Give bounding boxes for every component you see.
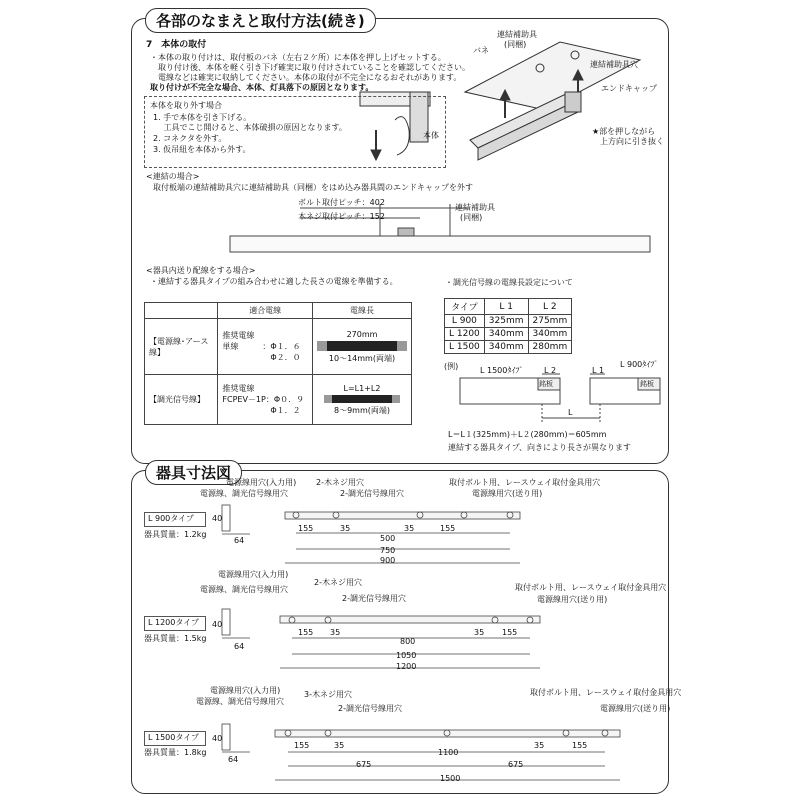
- install-line-2: 取り付け後、本体を軽く引き下げ確実に取り付けされていることを確認してください。: [150, 63, 470, 72]
- example-endcap-b: 銘板: [640, 380, 654, 388]
- l1200-h40: 40: [212, 620, 223, 629]
- l1500-mass: 器具質量：1.8kg: [144, 748, 207, 757]
- install-warning: 取り付けが不完全な場合、本体、灯具落下の原因となります。: [150, 83, 374, 92]
- signal-row3-type: L 1500: [445, 341, 485, 354]
- coupler-sub-label: (同梱): [504, 40, 527, 49]
- l1200-mass: 器具質量：1.5kg: [144, 634, 207, 643]
- signal-row1-type: L 900: [445, 315, 485, 328]
- endcap-label: エンドキャップ: [601, 84, 657, 93]
- remove-title: 本体を取り外す場合: [150, 101, 222, 110]
- remove-step-1-note: 工具でこじ開けると、本体破損の原因となります。: [153, 123, 347, 132]
- wiring-row1-len-bottom: 10～14mm(両端): [328, 353, 396, 363]
- l1200-d1200: 1200: [396, 662, 417, 671]
- l900-h40: 40: [212, 514, 223, 523]
- l1500-d35b: 35: [534, 741, 545, 750]
- install-heading: 7 本体の取付: [146, 40, 207, 50]
- l1500-signal-holes: 2-調光信号線用穴: [338, 704, 402, 713]
- l1500-d155b: 155: [572, 741, 588, 750]
- section2-title: 器具寸法図: [145, 460, 242, 485]
- wiring-desc: ・連結する器具タイプの組み合わせに適した長さの電線を準備する。: [150, 277, 398, 286]
- signal-row2-type: L 1200: [445, 328, 485, 341]
- wiring-row1-fit-3: Φ２．０: [222, 353, 301, 362]
- example-endcap-a: 銘板: [539, 380, 553, 388]
- example-type1500: L 1500ﾀｲﾌﾟ: [480, 366, 524, 375]
- l1200-signal-holes: 2-調光信号線用穴: [342, 594, 406, 603]
- wiring-row2-label: 【調光信号線】: [145, 375, 218, 425]
- connect-coupler-sub: (同梱): [460, 213, 483, 222]
- signal-title: ・調光信号線の電線長設定について: [445, 278, 573, 287]
- l1500-power-in: 電源線用穴(入力用): [210, 686, 281, 695]
- l1200-d35b: 35: [474, 628, 485, 637]
- signal-row2-l1: 340mm: [484, 328, 528, 341]
- l1500-power-out: 電源線用穴(送り用): [600, 704, 671, 713]
- coupler-label: 連結補助具: [497, 30, 537, 39]
- signal-row1-l2: 275mm: [528, 315, 572, 328]
- spring-label: バネ: [473, 46, 489, 55]
- wiring-row2-len-bottom: 8～9mm(両端): [333, 405, 390, 415]
- l1500-bolt-holes: 取付ボルト用、レースウェイ取付金具用穴: [530, 688, 682, 697]
- example-l2: L 2: [544, 366, 557, 375]
- l900-d750: 750: [380, 546, 396, 555]
- wiring-row1-len-top: 270mm: [346, 329, 378, 339]
- l1200-type: L 1200タイプ: [148, 618, 199, 627]
- l1500-d35a: 35: [334, 741, 345, 750]
- remove-step-2: 2. コネクタを外す。: [153, 134, 227, 143]
- wiring-row2-len-top: L=L1+L2: [343, 383, 381, 393]
- example-label: (例): [444, 362, 459, 371]
- example-formula: L＝L１(325mm)＋L２(280mm)＝605mm: [448, 430, 607, 439]
- l1200-d155b: 155: [502, 628, 518, 637]
- wiring-row1-label: 【電源線･アース線】: [145, 319, 218, 375]
- l900-d35a: 35: [340, 524, 351, 533]
- press-label-1: ★部を押しながら: [592, 127, 656, 136]
- l1500-power-signal: 電源線、調光信号線用穴: [196, 697, 284, 706]
- l1500-d675b: 675: [508, 760, 524, 769]
- example-type900: L 900ﾀｲﾌﾟ: [620, 360, 659, 369]
- l900-d500: 500: [380, 534, 396, 543]
- l900-power-in: 電源線用穴(入力用): [226, 478, 297, 487]
- signal-row3-l1: 340mm: [484, 341, 528, 354]
- l900-power-out: 電源線用穴(送り用): [472, 489, 543, 498]
- wiring-row1-fit-1: 推奨電線: [222, 331, 255, 340]
- signal-row2-l2: 340mm: [528, 328, 572, 341]
- l1200-d35a: 35: [330, 628, 341, 637]
- l1200-power-out: 電源線用穴(送り用): [537, 595, 608, 604]
- remove-step-1: 1. 手で本体を引き下げる。: [153, 113, 252, 122]
- bolt-pitch: ボルト取付ピッチ：402: [298, 198, 385, 207]
- signal-row3-l2: 280mm: [528, 341, 572, 354]
- signal-header-l2: L 2: [528, 299, 572, 315]
- coupler-hole-label: 連結補助具穴: [590, 60, 638, 69]
- wiring-row1-fit-2: 単線 ：Φ１．６: [222, 342, 301, 351]
- l900-bolt-holes: 取付ボルト用、レースウェイ取付金具用穴: [449, 478, 601, 487]
- l1500-d1500: 1500: [440, 774, 461, 783]
- l1500-w64: 64: [228, 755, 239, 764]
- wiring-row2-fit-2: FCPEV－1P：Φ０．９: [222, 395, 305, 404]
- wiring-header-fit: 適合電線: [218, 303, 313, 319]
- l900-signal-holes: 2-調光信号線用穴: [340, 489, 404, 498]
- l900-d155b: 155: [440, 524, 456, 533]
- l1200-d155a: 155: [298, 628, 314, 637]
- l1200-bolt-holes: 取付ボルト用、レースウェイ取付金具用穴: [515, 583, 667, 592]
- l900-d155a: 155: [298, 524, 314, 533]
- install-line-1: ・本体の取り付けは、取付板のバネ（左右２ケ所）に本体を押し上げセットする。: [150, 53, 446, 62]
- l900-d900: 900: [380, 556, 396, 565]
- connect-desc: 取付板端の連結補助具穴に連結補助具（同梱）をはめ込み器具間のエンドキャップを外す: [153, 183, 473, 192]
- l1500-d1100: 1100: [438, 748, 459, 757]
- l900-w64: 64: [234, 536, 245, 545]
- press-label-2: 上方向に引き抜く: [600, 137, 664, 146]
- remove-step-3: 3. 仮吊紐を本体から外す。: [153, 145, 251, 154]
- l1200-power-signal: 電源線、調光信号線用穴: [200, 585, 288, 594]
- l900-power-signal: 電源線、調光信号線用穴: [200, 489, 288, 498]
- connect-title: <連結の場合>: [146, 172, 200, 181]
- wiring-row2-fit-3: Φ１．２: [222, 406, 301, 415]
- example-l: L: [568, 408, 573, 417]
- l1200-screw-holes: 2-木ネジ用穴: [314, 578, 362, 587]
- signal-header-l1: L 1: [484, 299, 528, 315]
- l900-d35b: 35: [404, 524, 415, 533]
- l1200-w64: 64: [234, 642, 245, 651]
- l1500-d675a: 675: [356, 760, 372, 769]
- body-label: 本体: [423, 131, 439, 140]
- l1200-d800: 800: [400, 637, 416, 646]
- l1500-d155a: 155: [294, 741, 310, 750]
- wiring-title: <器具内送り配線をする場合>: [146, 266, 256, 275]
- install-line-3: 電線などは確実に収納してください。本体の取付が不完全になるおそれがあります。: [150, 73, 462, 82]
- l1500-type: L 1500タイプ: [148, 733, 199, 742]
- l1200-d1050: 1050: [396, 651, 417, 660]
- l1200-power-in: 電源線用穴(入力用): [218, 570, 289, 579]
- signal-row1-l1: 325mm: [484, 315, 528, 328]
- screw-pitch: 木ネジ取付ピッチ：152: [298, 212, 385, 221]
- connect-coupler: 連結補助具: [455, 203, 495, 212]
- wiring-row2-fit-1: 推奨電線: [222, 384, 255, 393]
- wiring-header-len: 電線長: [313, 303, 412, 319]
- section1-title: 各部のなまえと取付方法(続き): [145, 8, 376, 33]
- l900-mass: 器具質量：1.2kg: [144, 530, 207, 539]
- example-l1: L 1: [592, 366, 605, 375]
- l1500-screw-holes: 3-木ネジ用穴: [304, 690, 352, 699]
- l1500-h40: 40: [212, 734, 223, 743]
- l900-type: L 900タイプ: [148, 514, 194, 523]
- example-note: 連結する器具タイプ、向きにより長さが異なります: [448, 443, 631, 452]
- signal-header-type: タイプ: [445, 299, 485, 315]
- l900-screw-holes: 2-木ネジ用穴: [316, 478, 364, 487]
